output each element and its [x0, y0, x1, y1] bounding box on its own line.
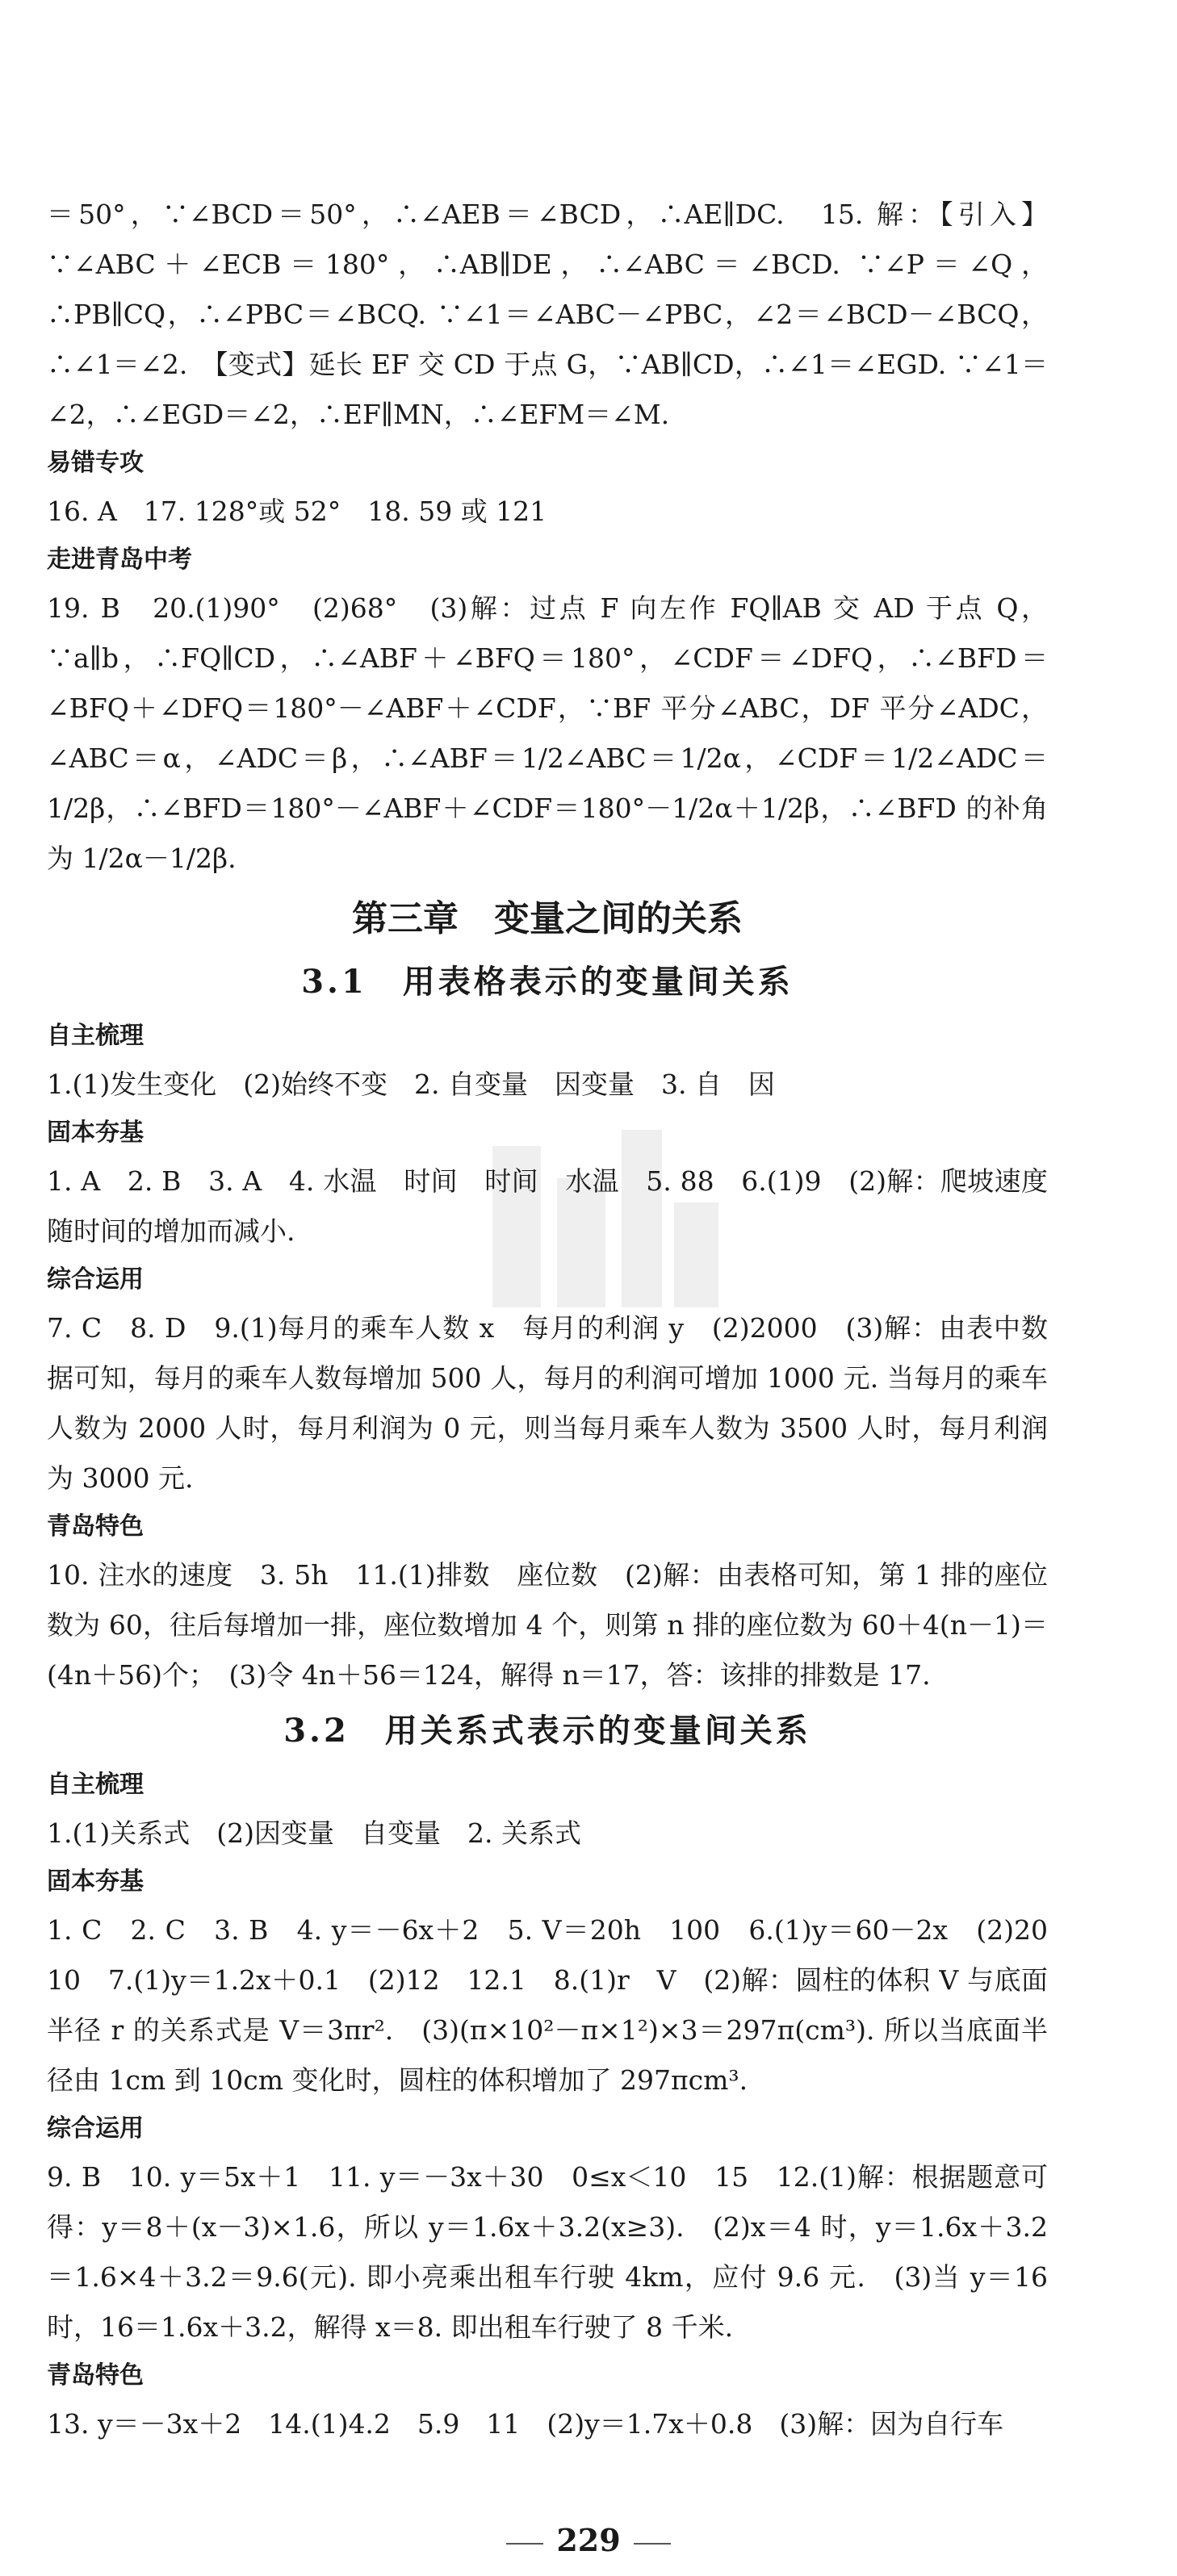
- s31-qingdao-heading: 青岛特色: [47, 1512, 144, 1541]
- page-content: [47, 190, 1074, 2449]
- footer-left-dash: [506, 2543, 543, 2545]
- error-prone-heading: 易错专攻: [47, 449, 144, 477]
- chapter-title: 第三章 变量之间的关系: [352, 898, 743, 939]
- s31-foundation-answers: 1. A 2. B 3. A 4. 水温 时间 时间 水温 5. 88 6.(1)9 (2)解：爬坡速度随时间的增加而减小.: [47, 1165, 1048, 1247]
- page-number: 229: [556, 2522, 621, 2558]
- s31-self-study-heading: 自主梳理: [47, 1022, 144, 1050]
- qingdao-exam-heading: 走进青岛中考: [47, 546, 192, 574]
- s31-qingdao-answers: 10. 注水的速度 3. 5h 11.(1)排数 座位数 (2)解：由表格可知，第 1 排的座位数为 60，往后每增加一排，座位数增加 4 个，则第 n 排的座位数为 60＋4(n－1)＝(4n＋56)个； (3)令 4n＋56＝124，解得 n＝17，答：该排的排数是 17.: [47, 1559, 1048, 1691]
- section-3-1-title: 3.1 用表格表示的变量间关系: [301, 963, 794, 1001]
- s32-self-study-heading: 自主梳理: [47, 1771, 144, 1799]
- qingdao-exam-answers: 19. B 20.(1)90° (2)68° (3)解：过点 F 向左作 FQ∥AB 交 AD 于点 Q，∵a∥b，∴FQ∥CD，∴∠ABF＋∠BFQ＝180°，∠CDF＝∠DFQ，∴∠BFD＝∠BFQ＋∠DFQ＝180°－∠ABF＋∠CDF，∵BF 平分∠ABC，DF 平分∠ADC，∠ABC＝α，∠ADC＝β，∴∠ABF＝1/2∠ABC＝1/2α，∠CDF＝1/2∠ADC＝1/2β，∴∠BFD＝180°－∠ABF＋∠CDF＝180°－1/2α＋1/2β，∴∠BFD 的补角为 1/2α－1/2β.: [47, 592, 1048, 874]
- continuation-paragraph: ＝50°，∵∠BCD＝50°，∴∠AEB＝∠BCD，∴AE∥DC. 15. 解：【引入】∵∠ABC＋∠ECB＝180°，∴AB∥DE，∴∠ABC＝∠BCD. ∵∠P＝∠Q，∴PB∥CQ，∴∠PBC＝∠BCQ. ∵∠1＝∠ABC－∠PBC，∠2＝∠BCD－∠BCQ，∴∠1＝∠2. 【变式】延长 EF 交 CD 于点 G，∵AB∥CD，∴∠1＝∠EGD. ∵∠1＝∠2，∴∠EGD＝∠2，∴EF∥MN，∴∠EFM＝∠M.: [47, 199, 1048, 430]
- s32-application-answers: 9. B 10. y＝5x＋1 11. y＝－3x＋30 0≤x＜10 15 12.(1)解：根据题意可得：y＝8＋(x－3)×1.6，所以 y＝1.6x＋3.2(x≥3). (2)x＝4 时，y＝1.6x＋3.2＝1.6×4＋3.2＝9.6(元). 即小亮乘出租车行驶 4km，应付 9.6 元. (3)当 y＝16 时，16＝1.6x＋3.2，解得 x＝8. 即出租车行驶了 8 千米.: [47, 2161, 1048, 2343]
- s31-application-answers: 7. C 8. D 9.(1)每月的乘车人数 x 每月的利润 y (2)2000 (3)解：由表中数据可知，每月的乘车人数每增加 500 人，每月的利润可增加 1000 元. 当每月的乘车人数为 2000 人时，每月利润为 0 元，则当每月乘车人数为 3500 人时，每月利润为 3000 元.: [47, 1312, 1048, 1494]
- s32-self-study-answers: 1.(1)关系式 (2)因变量 自变量 2. 关系式: [47, 1817, 581, 1849]
- s32-qingdao-heading: 青岛特色: [47, 2361, 144, 2390]
- s31-foundation-heading: 固本夯基: [47, 1119, 144, 1147]
- error-prone-answers: 16. A 17. 128°或 52° 18. 59 或 121: [47, 496, 547, 527]
- s31-self-study-answers: 1.(1)发生变化 (2)始终不变 2. 自变量 因变量 3. 自 因: [47, 1068, 775, 1100]
- footer-right-dash: [634, 2543, 671, 2545]
- page-footer: [0, 2522, 1177, 2558]
- s32-foundation-answers: 1. C 2. C 3. B 4. y＝－6x＋2 5. V＝20h 100 6.(1)y＝60－2x (2)20 10 7.(1)y＝1.2x＋0.1 (2)12 12.1 8.(1)r V (2)解：圆柱的体积 V 与底面半径 r 的关系式是 V＝3πr². (3)(π×10²－π×1²)×3＝297π(cm³). 所以当底面半径由 1cm 到 10cm 变化时，圆柱的体积增加了 297πcm³.: [47, 1914, 1074, 2096]
- s32-application-heading: 综合运用: [47, 2114, 144, 2143]
- s32-qingdao-answers: 13. y＝－3x＋2 14.(1)4.2 5.9 11 (2)y＝1.7x＋0.8 (3)解：因为自行车: [47, 2408, 1004, 2440]
- s31-application-heading: 综合运用: [47, 1265, 144, 1294]
- s32-foundation-heading: 固本夯基: [47, 1867, 144, 1896]
- section-3-2-title: 3.2 用关系式表示的变量间关系: [283, 1712, 811, 1750]
